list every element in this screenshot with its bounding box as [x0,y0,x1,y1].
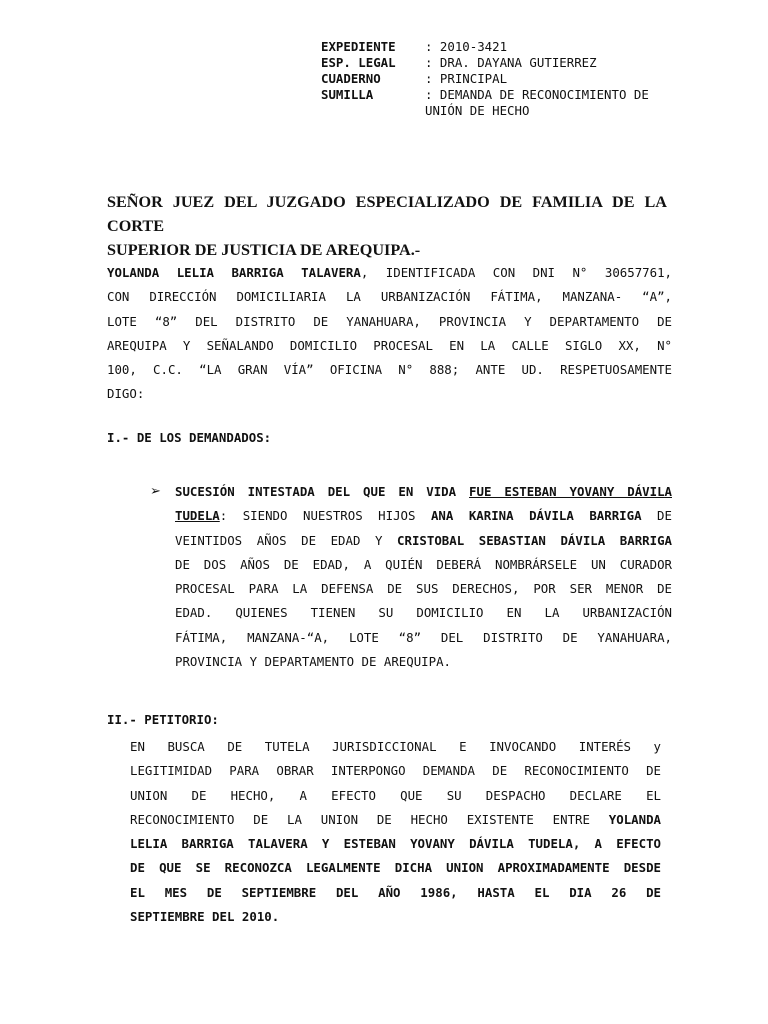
bullet-line-2-b: : SIENDO NUESTROS HIJOS [219,508,431,524]
esp-legal-value: : DRA. DAYANA GUTIERREZ [425,55,597,70]
cuaderno-label: CUADERNO [321,71,381,86]
header-row-cuaderno [321,71,677,87]
intro-line-3: LOTE “8” DEL DISTRITO DE YANAHUARA, PROVINCIA Y DEPARTAMENTO DE [107,313,672,329]
bullet-line-7: FÁTIMA, MANZANA-“A, LOTE “8” DEL DISTRITO DE YANAHUARA, [175,629,672,645]
bullet-line-1 [175,480,672,504]
intro-line-4: AREQUIPA Y SEÑALANDO DOMICILIO PROCESAL EN LA CALLE SIGLO XX, N° [107,337,672,353]
deceased-name-part2: TUDELA [175,508,220,524]
sumilla-value-line2: UNIÓN DE HECHO [425,103,530,118]
deceased-name-part1: FUE ESTEBAN YOVANY DÁVILA [469,484,672,499]
defendants-bullet [175,480,672,674]
bullet-line-2 [175,504,672,528]
intro-line-6: DIGO: [107,386,145,402]
intro-line-1 [107,261,672,285]
petition-paragraph [130,735,661,929]
petition-line-4-b: YOLANDA [608,811,661,827]
sumilla-value [425,87,677,119]
header-row-esp-legal [321,55,677,71]
bullet-line-3-a: VEINTIDOS AÑOS DE EDAD Y [175,532,398,548]
bullet-line-4: DE DOS AÑOS DE EDAD, A QUIÉN DEBERÁ NOMBRÁRSELE UN CURADOR [175,556,672,572]
intro-line-2: CON DIRECCIÓN DOMICILIARIA LA URBANIZACIÓN FÁTIMA, MANZANA- “A”, [107,289,672,305]
intro-paragraph [107,261,672,407]
bullet-line-6: EDAD. QUIENES TIENEN SU DOMICILIO EN LA URBANIZACIÓN [175,605,672,621]
cuaderno-value: : PRINCIPAL [425,71,508,86]
expediente-value: : 2010-3421 [425,39,508,54]
bullet-arrow-icon: ➢ [150,484,161,499]
section-1-title: I.- DE LOS DEMANDADOS: [107,430,272,445]
petition-line-2: LEGITIMIDAD PARA OBRAR INTERPONGO DEMANDA DE RECONOCIMIENTO DE [130,763,661,779]
bullet-line-8: PROVINCIA Y DEPARTAMENTO DE AREQUIPA. [175,654,452,670]
case-header [321,39,677,119]
petition-line-5: LELIA BARRIGA TALAVERA Y ESTEBAN YOVANY DÁVILA TUDELA, A EFECTO [130,836,661,852]
child-name-2: CRISTOBAL SEBASTIAN DÁVILA BARRIGA [397,532,673,548]
sumilla-value-line1: : DEMANDA DE RECONOCIMIENTO DE [425,87,649,102]
plaintiff-name: YOLANDA LELIA BARRIGA TALAVERA [107,265,361,280]
petition-line-3: UNION DE HECHO, A EFECTO QUE SU DESPACHO DECLARE EL [130,787,661,803]
bullet-line-3 [175,529,672,553]
bullet-line-2-d: DE [641,508,672,524]
petition-line-4-a: RECONOCIMIENTO DE LA UNION DE HECHO EXISTENTE ENTRE [130,811,609,827]
header-row-sumilla [321,87,677,119]
petition-line-8: SEPTIEMBRE DEL 2010. [130,909,280,925]
petition-line-7: EL MES DE SEPTIEMBRE DEL AÑO 1986, HASTA EL DIA 26 DE [130,884,661,900]
section-2-title: II.- PETITORIO: [107,712,219,727]
sumilla-label: SUMILLA [321,87,374,102]
court-line-1: SEÑOR JUEZ DEL JUZGADO ESPECIALIZADO DE FAMILIA DE LA CORTE [107,193,667,235]
esp-legal-label: ESP. LEGAL [321,55,396,70]
petition-line-4 [130,808,661,832]
bullet-line-5: PROCESAL PARA LA DEFENSA DE SUS DERECHOS, POR SER MENOR DE [175,581,672,597]
intro-line-5: 100, C.C. “LA GRAN VÍA” OFICINA N° 888; ANTE UD. RESPETUOSAMENTE [107,362,672,378]
header-row-expediente [321,39,677,55]
petition-line-6: DE QUE SE RECONOZCA LEGALMENTE DICHA UNION APROXIMADAMENTE DESDE [130,860,661,876]
expediente-label: EXPEDIENTE [321,39,396,54]
bullet-line-1-a: SUCESIÓN INTESTADA DEL QUE EN VIDA [175,484,470,499]
intro-line-1-rest: , IDENTIFICADA CON DNI N° 30657761, [360,265,673,280]
court-line-2: SUPERIOR DE JUSTICIA DE AREQUIPA.- [107,241,421,259]
child-name-1: ANA KARINA DÁVILA BARRIGA [430,508,642,524]
petition-line-1: EN BUSCA DE TUTELA JURISDICCIONAL E INVOCANDO INTERÉS y [130,739,661,754]
court-address [107,190,667,262]
